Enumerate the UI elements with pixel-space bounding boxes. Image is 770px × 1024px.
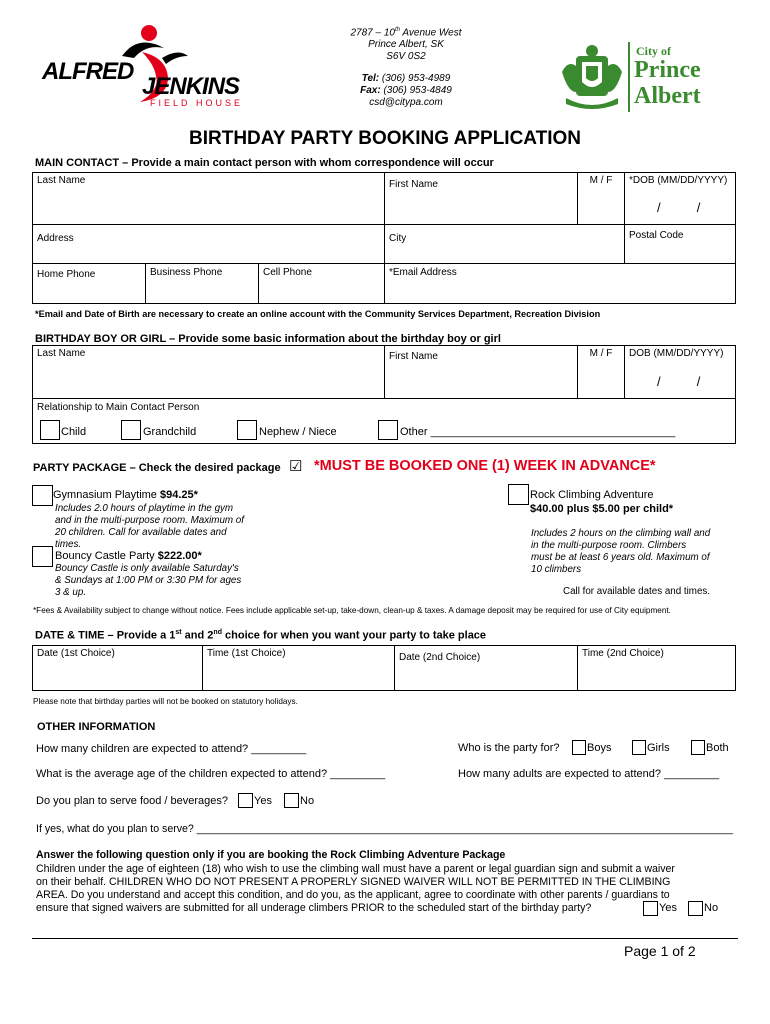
bouncy-price: $222.00* <box>157 550 202 562</box>
address-block <box>316 24 496 109</box>
girls-label: Girls <box>647 742 670 754</box>
page-title: BIRTHDAY PARTY BOOKING APPLICATION <box>189 128 581 149</box>
child-dob-separators: / / <box>657 374 701 389</box>
city-of-prince-albert-logo <box>556 42 716 112</box>
gymnasium-package-title <box>53 489 198 501</box>
food-yes-label: Yes <box>254 795 272 807</box>
gymnasium-price: $94.25* <box>159 489 198 501</box>
rock-climbing-description <box>531 528 710 576</box>
food-yes-checkbox[interactable] <box>238 793 253 808</box>
food-no-checkbox[interactable] <box>284 793 299 808</box>
dob-separators: / / <box>657 200 701 215</box>
tel-line <box>316 73 496 85</box>
date-time-heading-b: and 2 <box>181 629 214 642</box>
address-field[interactable] <box>33 225 385 264</box>
child-option-label: Child <box>61 426 87 438</box>
tel-label: Tel: <box>361 73 380 85</box>
rock-desc-line: must be at least 6 years old. Maximum of <box>531 552 710 563</box>
birthday-child-heading: BIRTHDAY BOY OR GIRL – Provide some basic information about the birthday boy or girl <box>35 333 501 345</box>
fax-value: (306) 953-4849 <box>383 85 452 97</box>
waiver-line: ensure that signed waivers are submitted for all underage climbers PRIOR to the scheduled start of the birthday party? <box>36 902 592 914</box>
address-line-3: S6V 0S2 <box>386 51 426 63</box>
main-contact-heading: MAIN CONTACT – Provide a main contact person with whom correspondence will occur <box>35 157 494 169</box>
girls-checkbox[interactable] <box>632 740 646 755</box>
average-age-question: What is the average age of the children expected to attend? _________ <box>36 768 386 780</box>
last-name-label: Last Name <box>37 175 86 186</box>
email-address: csd@citypa.com <box>369 97 443 109</box>
postal-code-label: Postal Code <box>629 230 684 241</box>
city-crest-icon <box>556 42 630 112</box>
dob-field[interactable] <box>625 173 736 225</box>
bouncy-desc-line: & Sundays at 1:00 PM or 3:30 PM for ages <box>55 575 242 586</box>
waiver-yes-label: Yes <box>659 902 677 914</box>
email-field[interactable] <box>385 264 736 304</box>
email-label: *Email Address <box>389 267 457 278</box>
dob-label: *DOB (MM/DD/YYYY) <box>629 175 728 186</box>
gymnasium-description <box>55 503 244 551</box>
holiday-note: Please note that birthday parties will not be booked on statutory holidays. <box>33 697 298 706</box>
main-contact-table <box>32 172 736 304</box>
date-first-choice-label: Date (1st Choice) <box>37 648 115 659</box>
postal-code-field[interactable] <box>625 225 736 264</box>
gender-field[interactable] <box>578 173 625 225</box>
tel-value: (306) 953-4989 <box>381 73 451 85</box>
relationship-label: Relationship to Main Contact Person <box>37 402 200 413</box>
rock-waiver-heading: Answer the following question only if you are booking the Rock Climbing Adventure Package <box>36 849 506 861</box>
child-first-name-field[interactable] <box>385 346 578 399</box>
time-second-choice-label: Time (2nd Choice) <box>582 648 664 659</box>
date-first-choice-field[interactable] <box>33 646 203 691</box>
sup-nd: nd <box>213 629 222 636</box>
food-no-label: No <box>300 795 315 807</box>
address-line-2: Prince Albert, SK <box>368 39 444 51</box>
date-time-heading-a: DATE & TIME – Provide a 1 <box>35 629 176 642</box>
fax-label: Fax: <box>360 85 381 97</box>
gym-desc-line: and in the multi-purpose room. Maximum of <box>55 515 244 526</box>
date-time-heading <box>35 629 486 642</box>
book-in-advance-notice: *MUST BE BOOKED ONE (1) WEEK IN ADVANCE* <box>314 458 656 474</box>
child-last-name-label: Last Name <box>37 348 86 359</box>
date-second-choice-field[interactable] <box>395 646 578 691</box>
grandchild-option-label: Grandchild <box>143 426 197 438</box>
serve-question: If yes, what do you plan to serve? ___________________________________________________________________________________________ <box>36 823 733 835</box>
footer-divider <box>32 938 738 939</box>
business-phone-field[interactable] <box>146 264 259 304</box>
child-gender-label: M / F <box>589 348 613 359</box>
child-checkbox[interactable] <box>40 420 60 440</box>
fees-note: *Fees & Availability subject to change without notice. Fees include applicable set-up, take-down, clean-up & taxes. A damage deposit may be required for use of City equipment. <box>33 606 671 615</box>
children-count-question: How many children are expected to attend? _________ <box>36 743 307 755</box>
logo-prince: Prince <box>634 57 701 83</box>
home-phone-label: Home Phone <box>37 269 96 280</box>
adults-count-question: How many adults are expected to attend? _________ <box>458 768 720 780</box>
nephew-niece-checkbox[interactable] <box>237 420 257 440</box>
waiver-line: Children under the age of eighteen (18) who wish to use the climbing wall must have a parent or legal guardian sign and submit a waiver <box>36 863 675 875</box>
gym-desc-line: 20 children. Call for available dates and <box>55 527 227 538</box>
child-first-name-label: First Name <box>389 351 438 362</box>
bouncy-castle-package-checkbox[interactable] <box>32 546 53 567</box>
party-package-heading: PARTY PACKAGE – Check the desired package <box>33 462 281 474</box>
page-number: Page 1 of 2 <box>624 943 696 959</box>
boys-label: Boys <box>587 742 612 754</box>
waiver-line: AREA. Do you understand and accept this condition, and do you, as the applicant, agree to coordinate with other parents / guardians to <box>36 889 670 901</box>
home-phone-field[interactable] <box>33 264 146 304</box>
date-second-choice-label: Date (2nd Choice) <box>399 652 481 663</box>
gymnasium-title: Gymnasium Playtime <box>53 489 157 501</box>
city-field[interactable] <box>385 225 625 264</box>
rock-climbing-price: $40.00 plus $5.00 per child* <box>530 503 674 515</box>
child-dob-field[interactable] <box>625 346 736 399</box>
business-phone-label: Business Phone <box>150 267 223 278</box>
city-label: City <box>389 233 407 244</box>
logo-city-of: City of <box>636 44 671 58</box>
gym-desc-line: times. <box>55 539 82 550</box>
date-time-table <box>32 645 736 691</box>
waiver-no-label: No <box>704 902 719 914</box>
fax-line <box>316 85 496 97</box>
party-for-question: Who is the party for? <box>458 742 560 754</box>
checked-box-icon: ☑ <box>289 458 303 475</box>
logo-word-jenkins: JENKINS <box>142 73 240 100</box>
rock-climbing-package-checkbox[interactable] <box>508 484 529 505</box>
other-info-heading: OTHER INFORMATION <box>37 721 156 733</box>
nephew-niece-option-label: Nephew / Niece <box>259 426 337 438</box>
address-label: Address <box>37 233 74 244</box>
gymnasium-package-checkbox[interactable] <box>32 485 53 506</box>
last-name-field[interactable] <box>33 173 385 225</box>
cell-phone-label: Cell Phone <box>263 267 312 278</box>
both-checkbox[interactable] <box>691 740 705 755</box>
logo-word-field-house: FIELD HOUSE <box>150 98 244 108</box>
child-last-name-field[interactable] <box>33 346 385 399</box>
gender-label: M / F <box>589 175 613 186</box>
child-dob-label: DOB (MM/DD/YYYY) <box>629 348 724 359</box>
waiver-no-checkbox[interactable] <box>688 901 703 916</box>
alfred-jenkins-logo <box>38 18 268 108</box>
date-time-heading-c: choice for when you want your party to take place <box>221 629 487 642</box>
gym-desc-line: Includes 2.0 hours of playtime in the gym <box>55 503 234 514</box>
sup-st: st <box>175 629 182 636</box>
rock-desc-line: 10 climbers <box>531 564 582 575</box>
bouncy-desc-line: 3 & up. <box>55 587 87 598</box>
rock-climbing-title: Rock Climbing Adventure <box>530 489 654 501</box>
address-line-1: 2787 – 10th Avenue West <box>350 27 462 39</box>
bouncy-title: Bouncy Castle Party <box>55 550 155 562</box>
logo-albert: Albert <box>634 83 701 109</box>
food-question: Do you plan to serve food / beverages? <box>36 795 229 807</box>
both-label: Both <box>706 742 729 754</box>
time-second-choice-field[interactable] <box>578 646 736 691</box>
rock-desc-line: Includes 2 hours on the climbing wall and <box>531 528 711 539</box>
bouncy-desc-line: Bouncy Castle is only available Saturday's <box>55 563 239 574</box>
first-name-field[interactable] <box>385 173 578 225</box>
cell-phone-field[interactable] <box>259 264 385 304</box>
rock-desc-line: in the multi-purpose room. Climbers <box>531 540 687 551</box>
boys-checkbox[interactable] <box>572 740 586 755</box>
time-first-choice-field[interactable] <box>203 646 395 691</box>
waiver-line: on their behalf. CHILDREN WHO DO NOT PRESENT A PROPERLY SIGNED WAIVER WILL NOT BE PERMITTED IN THE CLIMBING <box>36 876 671 888</box>
grandchild-checkbox[interactable] <box>121 420 141 440</box>
first-name-label: First Name <box>389 179 438 190</box>
time-first-choice-label: Time (1st Choice) <box>207 648 286 659</box>
other-checkbox[interactable] <box>378 420 398 440</box>
rock-waiver-text <box>36 863 675 915</box>
bouncy-castle-package-title <box>55 550 202 562</box>
logo-word-alfred: ALFRED <box>42 58 134 85</box>
child-gender-field[interactable] <box>578 346 625 399</box>
email-dob-note: *Email and Date of Birth are necessary to create an online account with the Community Services Department, Recreation Division <box>35 309 601 319</box>
bouncy-castle-description <box>55 563 241 599</box>
rock-climbing-call-note: Call for available dates and times. <box>563 586 711 597</box>
waiver-yes-checkbox[interactable] <box>643 901 658 916</box>
other-option-label: Other ________________________________________ <box>400 426 676 438</box>
